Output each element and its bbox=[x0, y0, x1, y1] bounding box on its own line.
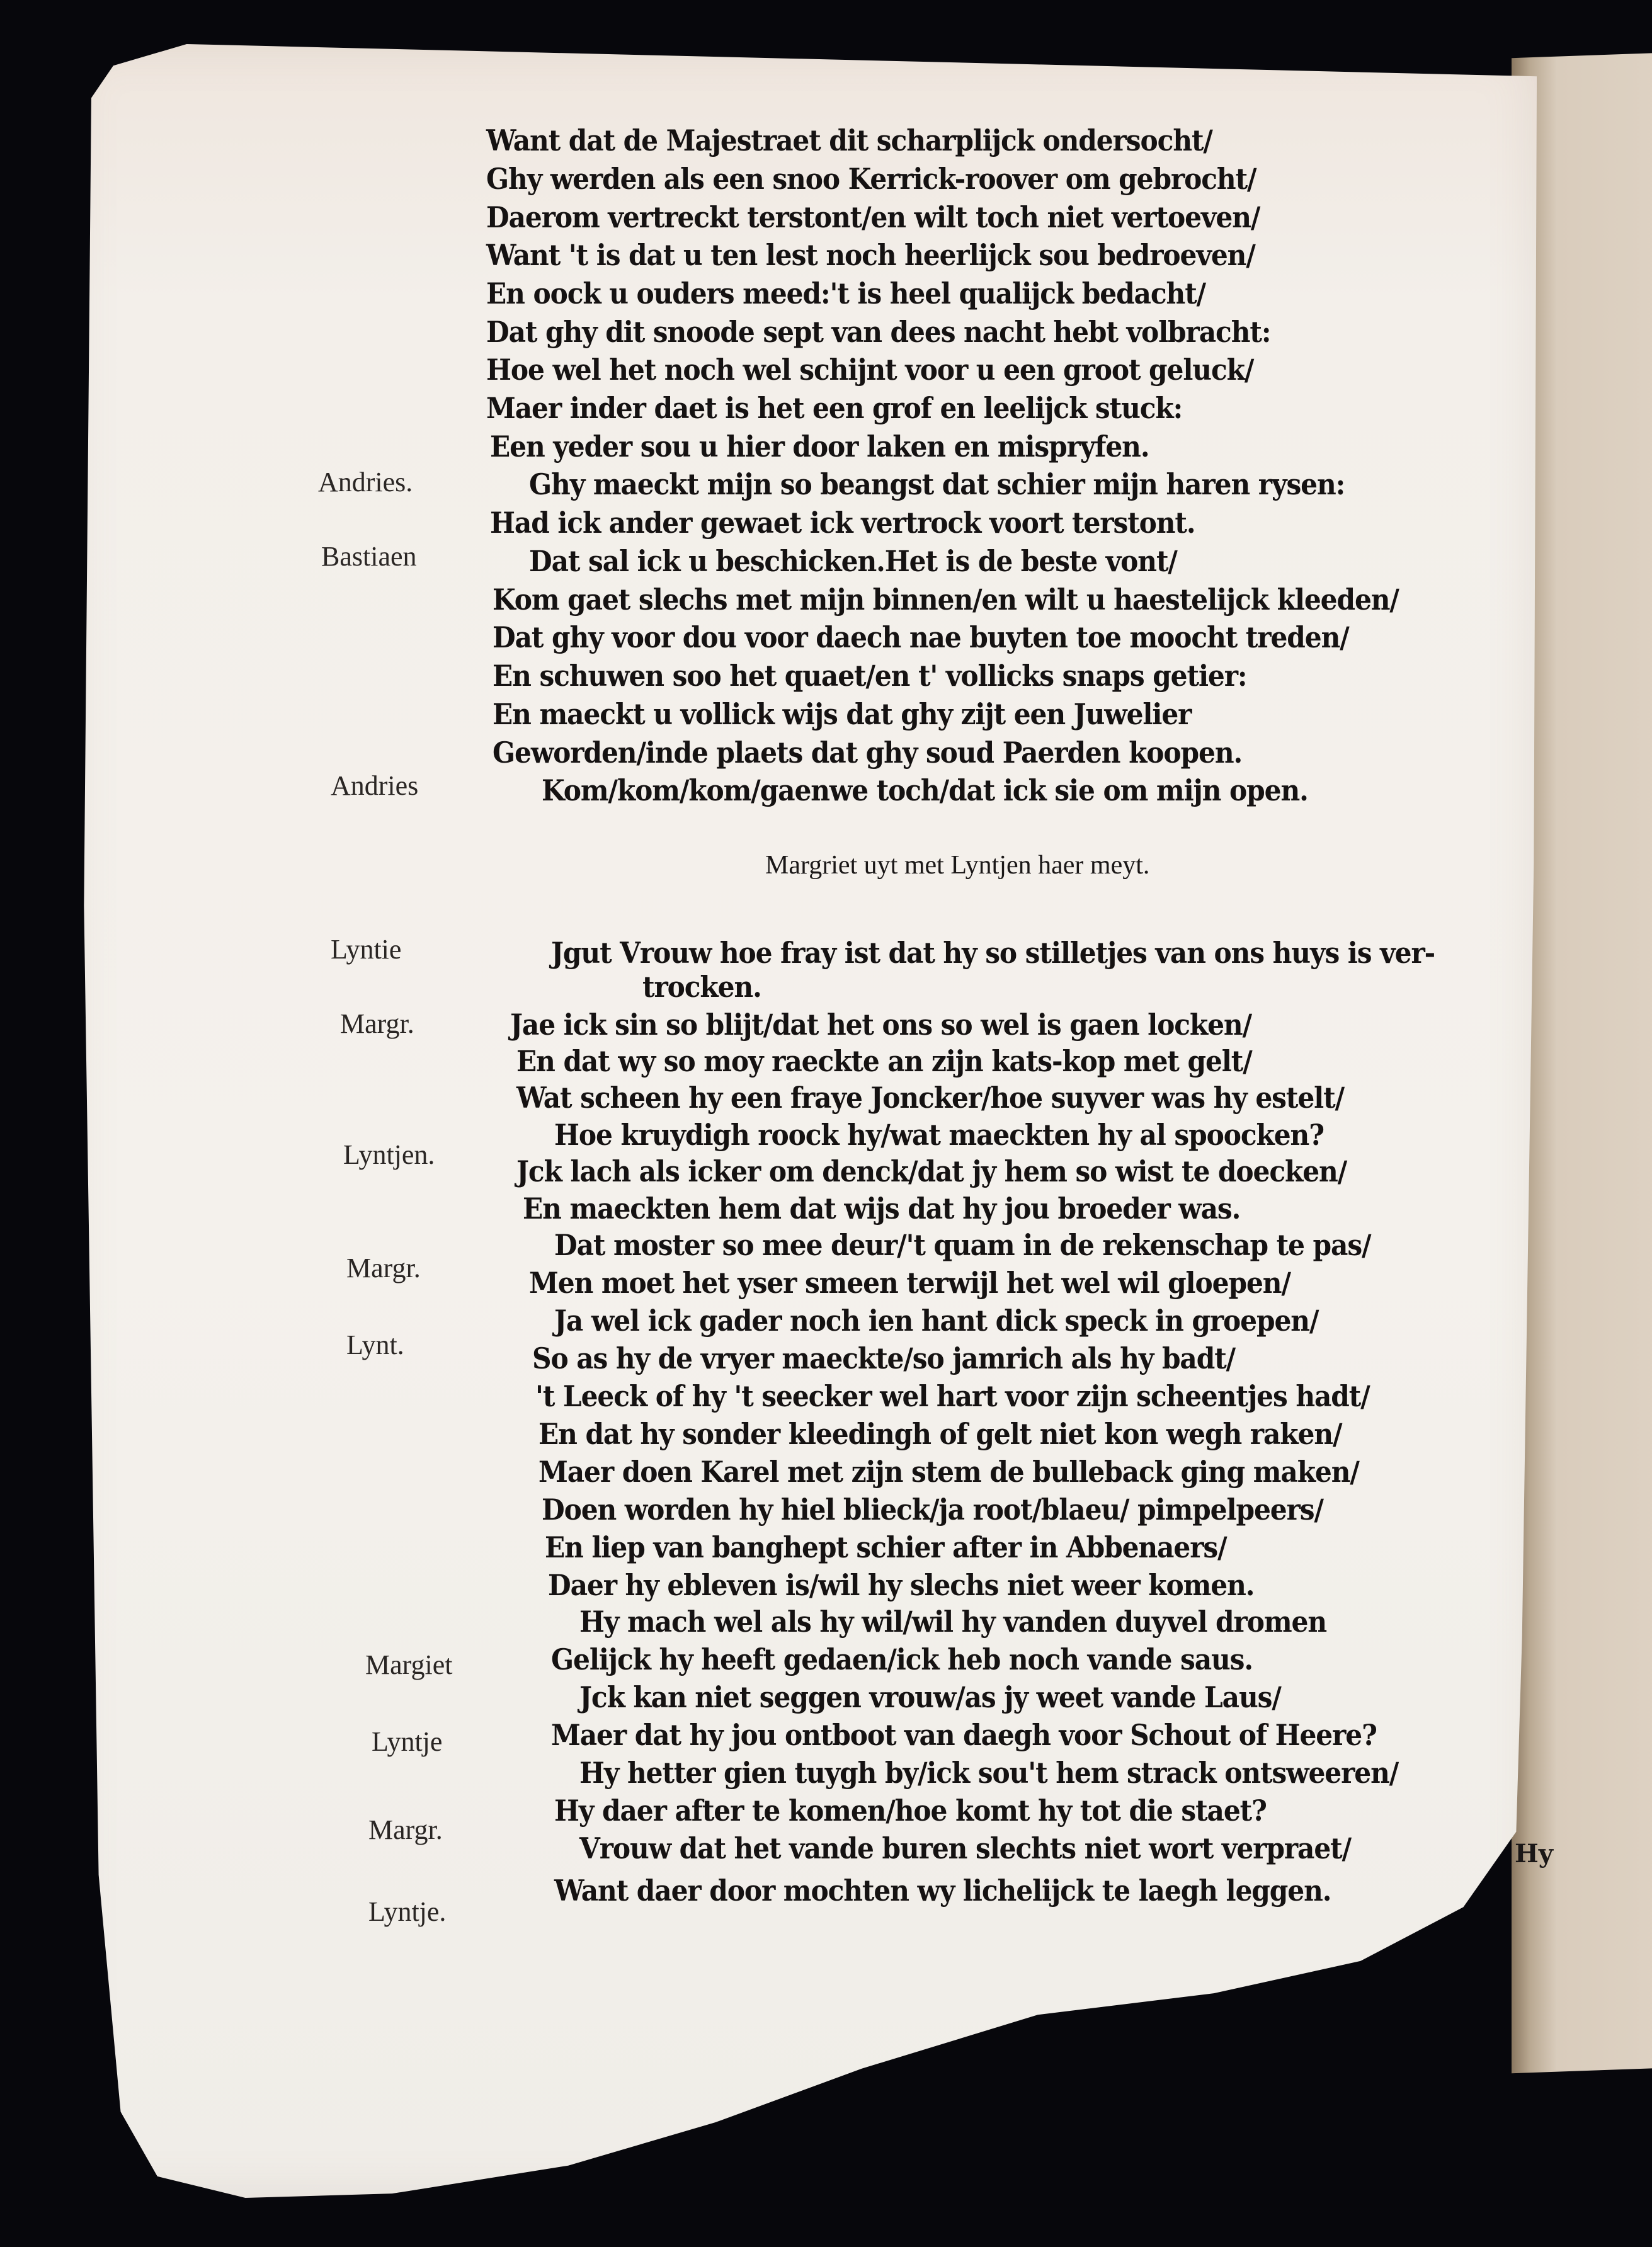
verse-line: Ja wel ick gader noch ien hant dick speck in groepen/ bbox=[554, 1304, 1319, 1338]
verse-line: Jck kan niet seggen vrouw/as jy weet vande Laus/ bbox=[579, 1680, 1281, 1714]
verse-line: So as hy de vryer maeckte/so jamrich als hy badt/ bbox=[532, 1341, 1236, 1375]
verse-line: Kom/kom/kom/gaenwe toch/dat ick sie om mijn open. bbox=[542, 773, 1308, 807]
stage-direction: Margriet uyt met Lyntjen haer meyt. bbox=[765, 851, 1150, 880]
verse-line: En schuwen soo het quaet/en t' vollicks snaps getier: bbox=[493, 659, 1247, 693]
speaker-label: Margr. bbox=[346, 1253, 421, 1283]
verse-line: Daerom vertreckt terstont/en wilt toch niet vertoeven/ bbox=[486, 200, 1260, 234]
verse-line: Vrouw dat het vande buren slechts niet wort verpraet/ bbox=[579, 1831, 1351, 1865]
speaker-label: Andries. bbox=[318, 467, 413, 498]
verse-line: Hy daer after te komen/hoe komt hy tot die staet? bbox=[554, 1794, 1267, 1828]
verse-line: Doen worden hy hiel blieck/ja root/blaeu/ pimpelpeers/ bbox=[542, 1493, 1323, 1527]
verse-line: Maer doen Karel met zijn stem de bulleback ging maken/ bbox=[538, 1455, 1359, 1489]
verse-line: Want daer door mochten wy lichelijck te laegh leggen. bbox=[554, 1874, 1331, 1908]
verse-line: Jck lach als icker om denck/dat jy hem so wist te doecken/ bbox=[516, 1154, 1347, 1188]
verse-line: Jgut Vrouw hoe fray ist dat hy so stilletjes van ons huys is ver- bbox=[551, 936, 1435, 970]
verse-line: Kom gaet slechs met mijn binnen/en wilt u haestelijck kleeden/ bbox=[493, 583, 1399, 617]
verse-line: En dat wy so moy raeckte an zijn kats-kop met gelt/ bbox=[516, 1044, 1252, 1078]
verse-line: 't Leeck of hy 't seecker wel hart voor zijn scheentjes hadt/ bbox=[535, 1379, 1370, 1413]
verse-line: Dat moster so mee deur/'t quam in de rekenschap te pas/ bbox=[554, 1228, 1371, 1262]
verse-line: Ghy werden als een snoo Kerrick-roover om gebrocht/ bbox=[486, 162, 1256, 196]
verse-line: Daer hy ebleven is/wil hy slechs niet weer komen. bbox=[548, 1568, 1255, 1602]
verse-line: Maer inder daet is het een grof en leelijck stuck: bbox=[486, 391, 1183, 425]
verse-line: Dat sal ick u beschicken.Het is de beste vont/ bbox=[529, 544, 1177, 578]
verse-line: En maeckten hem dat wijs dat hy jou broeder was. bbox=[523, 1192, 1241, 1226]
verse-line: Maer dat hy jou ontboot van daegh voor Schout of Heere? bbox=[551, 1718, 1377, 1752]
verse-line: Hy hetter gien tuygh by/ick sou't hem strack ontsweeren/ bbox=[579, 1756, 1399, 1790]
verse-line: Dat ghy dit snoode sept van dees nacht hebt volbracht: bbox=[486, 315, 1271, 349]
verse-line: Ghy maeckt mijn so beangst dat schier mijn haren rysen: bbox=[529, 467, 1345, 501]
speaker-label: Margr. bbox=[368, 1814, 443, 1845]
verse-line: Gelijck hy heeft gedaen/ick heb noch vande saus. bbox=[551, 1642, 1253, 1676]
speaker-label: Lyntie bbox=[331, 934, 402, 965]
verse-line: Had ick ander gewaet ick vertrock voort terstont. bbox=[490, 506, 1195, 540]
speaker-label: Bastiaen bbox=[321, 541, 417, 572]
verse-line: Men moet het yser smeen terwijl het wel wil gloepen/ bbox=[529, 1266, 1290, 1300]
verse-line: En oock u ouders meed:'t is heel qualijck bedacht/ bbox=[486, 276, 1206, 310]
verse-line: trocken. bbox=[642, 970, 761, 1004]
verse-line: Een yeder sou u hier door laken en mispryfen. bbox=[490, 429, 1149, 464]
verse-line: Want dat de Majestraet dit scharplijck ondersocht/ bbox=[486, 123, 1212, 157]
verse-line: En dat hy sonder kleedingh of gelt niet kon wegh raken/ bbox=[538, 1417, 1342, 1451]
verse-line: Hoe wel het noch wel schijnt voor u een groot geluck/ bbox=[486, 353, 1254, 387]
verse-line: Hy mach wel als hy wil/wil hy vanden duyvel dromen bbox=[579, 1605, 1327, 1639]
verse-line: Jae ick sin so blijt/dat het ons so wel is gaen locken/ bbox=[510, 1008, 1251, 1042]
catchword: Hy bbox=[1515, 1839, 1554, 1869]
verse-line: Dat ghy voor dou voor daech nae buyten toe moocht treden/ bbox=[493, 620, 1349, 654]
speaker-label: Margiet bbox=[365, 1649, 453, 1680]
speaker-label: Lyntjen. bbox=[343, 1139, 435, 1170]
verse-line: En liep van banghept schier after in Abbenaers/ bbox=[545, 1530, 1227, 1564]
verse-line: Geworden/inde plaets dat ghy soud Paerden koopen. bbox=[493, 736, 1243, 770]
verse-line: En maeckt u vollick wijs dat ghy zijt een Juwelier bbox=[493, 697, 1192, 731]
speaker-label: Lynt. bbox=[346, 1329, 404, 1360]
speaker-label: Lyntje. bbox=[368, 1896, 447, 1927]
verse-line: Wat scheen hy een fraye Joncker/hoe suyver was hy estelt/ bbox=[516, 1081, 1344, 1115]
speaker-label: Lyntje bbox=[372, 1726, 443, 1757]
verse-line: Want 't is dat u ten lest noch heerlijck sou bedroeven/ bbox=[486, 238, 1255, 272]
speaker-label: Andries bbox=[331, 770, 419, 801]
verse-line: Hoe kruydigh roock hy/wat maeckten hy al spoocken? bbox=[554, 1118, 1324, 1152]
speaker-label: Margr. bbox=[340, 1008, 414, 1039]
